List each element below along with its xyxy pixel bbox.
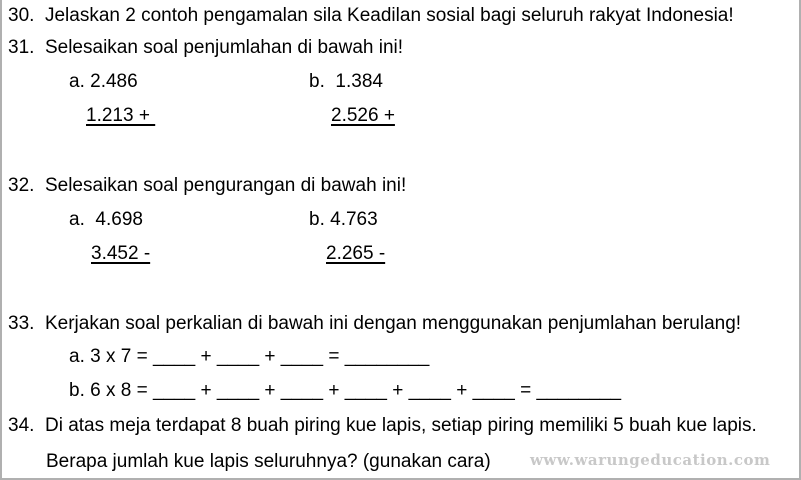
q31-a-bottom-number: 1.213 + (86, 105, 156, 126)
q32-b-bottom-number: 2.265 - (326, 243, 386, 264)
question-32: 32. Selesaikan soal pengurangan di bawah ini! (8, 175, 407, 196)
q33-b-equation: b. 6 x 8 = ____ + ____ + ____ + ____ + ____ + ____ = ________ (69, 380, 622, 401)
q31-a-top-number: a. 2.486 (69, 71, 138, 92)
q32-a-bottom-number: 3.452 - (91, 243, 151, 264)
question-34: 34. Di atas meja terdapat 8 buah piring kue lapis, setiap piring memiliki 5 buah kue lapis. (8, 415, 757, 436)
question-33: 33. Kerjakan soal perkalian di bawah ini dengan menggunakan penjumlahan berulang! (8, 313, 742, 334)
question-30: 30. Jelaskan 2 contoh pengamalan sila Keadilan sosial bagi seluruh rakyat Indonesia! (8, 5, 734, 26)
question-31: 31. Selesaikan soal penjumlahan di bawah ini! (8, 37, 404, 58)
q32-b-top-number: b. 4.763 (309, 209, 378, 230)
q31-b-bottom-number: 2.526 + (331, 105, 395, 126)
q31-b-top-number: b. 1.384 (309, 71, 383, 92)
watermark: www.warungeducation.com (530, 451, 771, 469)
q32-a-top-number: a. 4.698 (69, 209, 143, 230)
q33-a-equation: a. 3 x 7 = ____ + ____ + ____ = ________ (69, 346, 430, 367)
question-34-continuation: Berapa jumlah kue lapis seluruhnya? (gunakan cara) (46, 451, 491, 472)
